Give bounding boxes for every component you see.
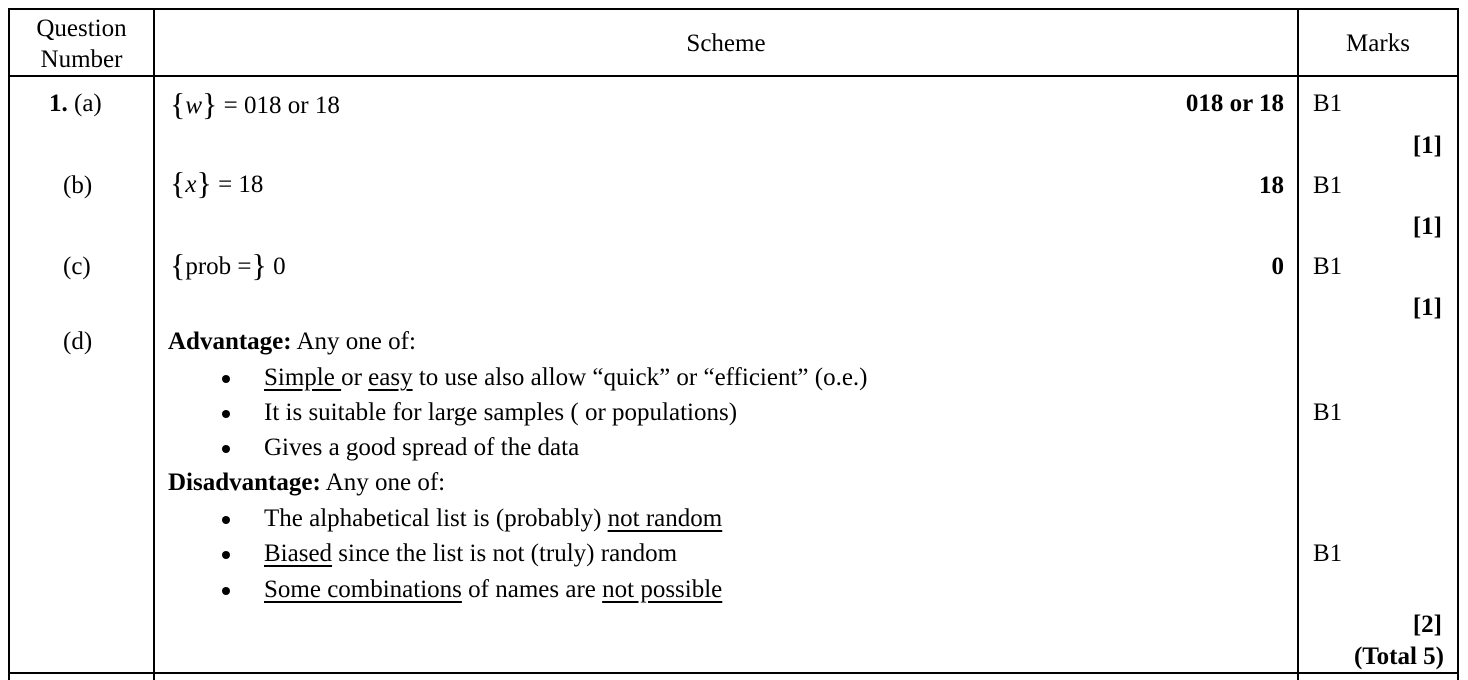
table-top-border (8, 8, 1459, 10)
disadvantage-heading (168, 468, 445, 498)
question-number-a (49, 89, 102, 119)
brace-close: } (196, 165, 212, 201)
math-var: prob = (185, 253, 252, 280)
part-label-c: (c) (63, 253, 91, 280)
underlined-text: not random (607, 505, 723, 532)
answer-c: 0 (1271, 253, 1284, 280)
advantage-heading (168, 327, 416, 357)
disadvantage-item-1 (264, 504, 722, 534)
column-divider-1 (153, 8, 155, 680)
total-b: [1] (1412, 213, 1442, 240)
brace-close: } (202, 86, 218, 122)
math-var: w (185, 92, 203, 119)
brace-close: } (251, 247, 267, 283)
plain-text: or (341, 364, 369, 391)
header-marks: Marks (1346, 30, 1410, 57)
disadvantage-tail: Any one of: (320, 469, 446, 496)
header-scheme: Scheme (686, 30, 766, 57)
plain-text: The alphabetical list is (probably) (264, 505, 608, 532)
bullet-icon (222, 445, 230, 453)
underlined-text: Some combinations (264, 576, 462, 603)
column-divider-2 (1297, 8, 1299, 680)
advantage-label: Advantage: (168, 328, 292, 355)
answer-b: 18 (1259, 172, 1284, 199)
header-number-label: Number (40, 46, 123, 73)
header-divider (8, 75, 1459, 77)
plain-text: to use also allow “quick” or “efficient” (o.e.) (412, 364, 868, 391)
advantage-item-2: It is suitable for large samples ( or populations) (264, 399, 738, 426)
part-label: (a) (74, 90, 102, 117)
brace-open: { (170, 247, 186, 283)
underlined-text: Simple (264, 364, 342, 391)
mark-d-disadvantage: B1 (1313, 540, 1343, 567)
scheme-b (170, 165, 264, 201)
scheme-a (170, 86, 340, 122)
bullet-icon (222, 587, 230, 595)
mark-c: B1 (1313, 253, 1343, 280)
part-label-b: (b) (63, 172, 93, 199)
math-rest: = 18 (211, 171, 264, 198)
total-c: [1] (1412, 294, 1442, 321)
advantage-item-1 (264, 363, 868, 393)
plain-text: of names are (461, 576, 603, 603)
math-var: x (185, 171, 197, 198)
math-rest: 0 (266, 253, 286, 280)
bullet-icon (222, 516, 230, 524)
table-bottom-border (8, 672, 1459, 674)
advantage-item-3: Gives a good spread of the data (264, 434, 580, 461)
scheme-c (170, 247, 286, 283)
math-rest: = 018 or 18 (217, 92, 340, 119)
part-label-d: (d) (63, 328, 93, 355)
brace-open: { (170, 86, 186, 122)
grand-total: (Total 5) (1353, 643, 1444, 670)
bullet-icon (222, 410, 230, 418)
plain-text: since the list is not (truly) random (332, 540, 678, 567)
underlined-text: not possible (602, 576, 723, 603)
underlined-text: Biased (264, 540, 333, 567)
disadvantage-label: Disadvantage: (168, 469, 321, 496)
bullet-icon (222, 375, 230, 383)
disadvantage-item-2 (264, 539, 677, 569)
table-left-border (8, 8, 10, 680)
mark-d-advantage: B1 (1313, 399, 1343, 426)
disadvantage-item-3 (264, 575, 722, 605)
total-d: [2] (1412, 611, 1442, 638)
answer-a: 018 or 18 (1185, 90, 1284, 117)
bullet-icon (222, 551, 230, 559)
mark-b: B1 (1313, 172, 1343, 199)
header-question-number (10, 13, 153, 75)
advantage-tail: Any one of: (291, 328, 416, 355)
question-number: 1. (49, 90, 68, 117)
total-a: [1] (1412, 132, 1442, 159)
header-question-label: Question (36, 15, 127, 42)
mark-a: B1 (1313, 90, 1343, 117)
underlined-text: easy (368, 364, 413, 391)
brace-open: { (170, 165, 186, 201)
table-right-border (1457, 8, 1459, 680)
